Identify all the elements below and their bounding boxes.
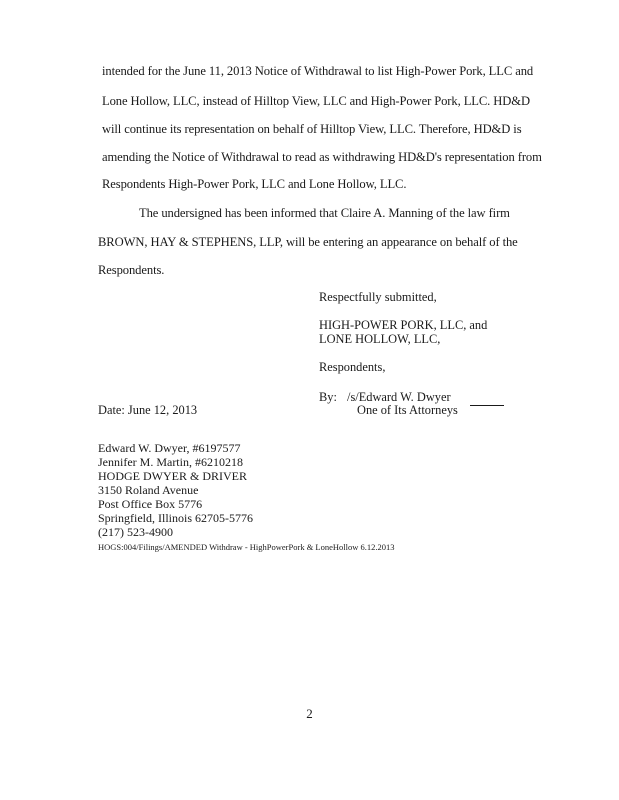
counsel-line-3: HODGE DWYER & DRIVER xyxy=(98,469,247,483)
paragraph-1-line-5: Respondents High-Power Pork, LLC and Lone Hollow, LLC. xyxy=(102,177,407,191)
counsel-line-5: Post Office Box 5776 xyxy=(98,497,203,511)
paragraph-1-line-2: Lone Hollow, LLC, instead of Hilltop View, LLC and High-Power Pork, LLC. HD&D xyxy=(102,94,530,108)
by-label: By: xyxy=(319,390,337,404)
counsel-line-6: Springfield, Illinois 62705-5776 xyxy=(98,511,253,525)
signature-underline xyxy=(470,405,504,406)
date-line: Date: June 12, 2013 xyxy=(98,403,198,417)
closing: Respectfully submitted, xyxy=(319,290,437,304)
party-line-1: HIGH-POWER PORK, LLC, and xyxy=(319,318,488,332)
document-footer-path: HOGS:004/Filings/AMENDED Withdraw - HighPowerPork & LoneHollow 6.12.2013 xyxy=(98,542,395,552)
counsel-line-7: (217) 523-4900 xyxy=(98,525,173,539)
paragraph-1-line-4: amending the Notice of Withdrawal to read as withdrawing HD&D's representation from xyxy=(102,150,542,164)
counsel-line-2: Jennifer M. Martin, #6210218 xyxy=(98,455,243,469)
signer-title: One of Its Attorneys xyxy=(357,403,458,417)
paragraph-2-line-1: The undersigned has been informed that Claire A. Manning of the law firm xyxy=(139,206,510,220)
counsel-line-1: Edward W. Dwyer, #6197577 xyxy=(98,441,241,455)
party-line-2: LONE HOLLOW, LLC, xyxy=(319,332,441,346)
signer-name: /s/Edward W. Dwyer xyxy=(347,390,451,404)
paragraph-1-line-3: will continue its representation on behalf of Hilltop View, LLC. Therefore, HD&D is xyxy=(102,122,522,136)
paragraph-1-line-1: intended for the June 11, 2013 Notice of Withdrawal to list High-Power Pork, LLC and xyxy=(102,64,534,78)
paragraph-2-line-2: BROWN, HAY & STEPHENS, LLP, will be entering an appearance on behalf of the xyxy=(98,235,518,249)
counsel-line-4: 3150 Roland Avenue xyxy=(98,483,199,497)
respondents-label: Respondents, xyxy=(319,360,386,374)
page-number: 2 xyxy=(306,706,313,721)
paragraph-2-line-3: Respondents. xyxy=(98,263,165,277)
